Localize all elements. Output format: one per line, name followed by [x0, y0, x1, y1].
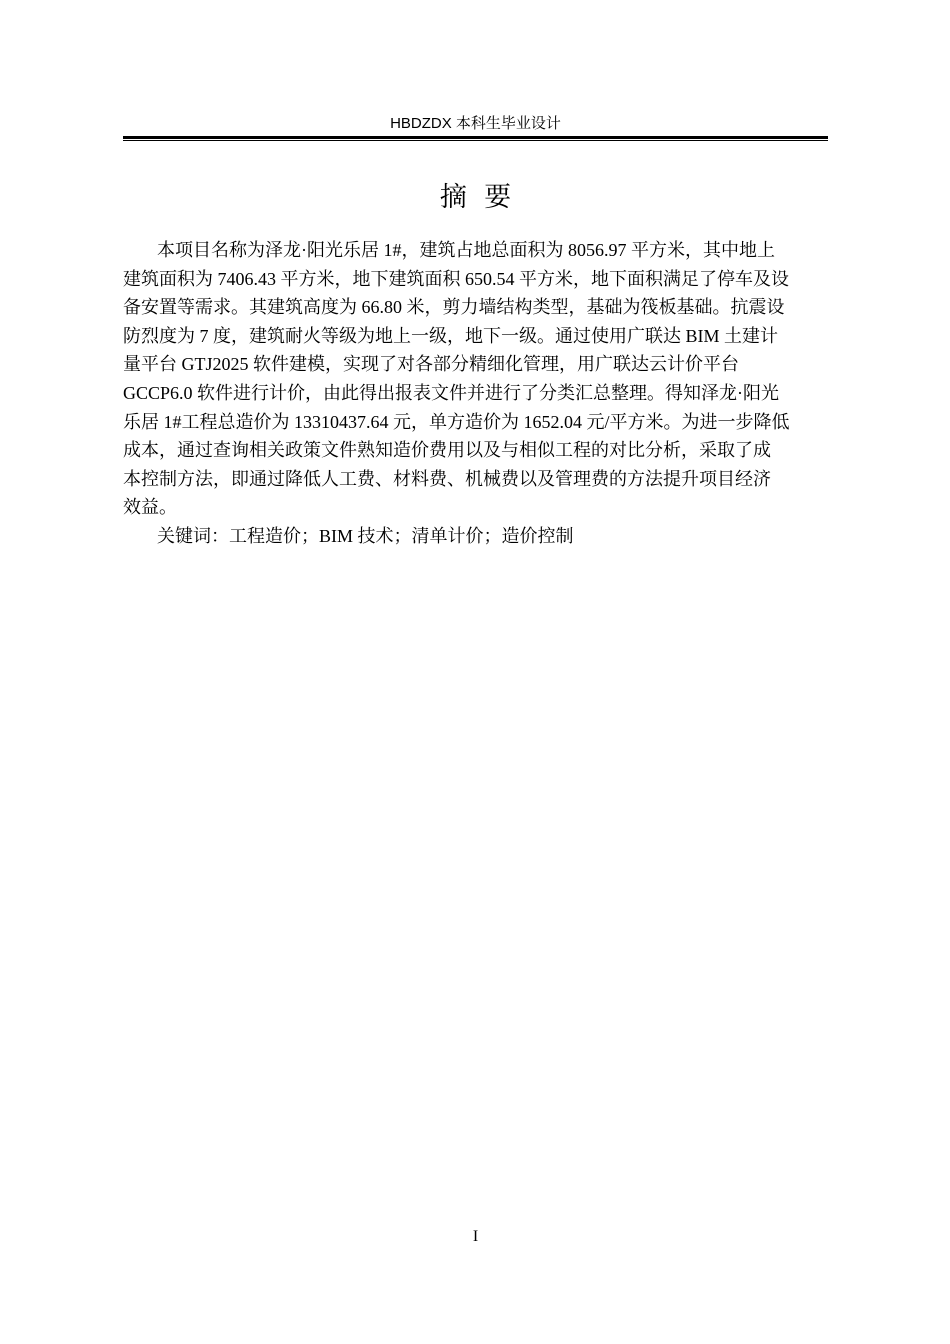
abstract-line: 量平台 GTJ2025 软件建模，实现了对各部分精细化管理，用广联达云计价平台: [123, 354, 739, 375]
abstract-line: 防烈度为 7 度，建筑耐火等级为地上一级，地下一级。通过使用广联达 BIM 土建计: [123, 325, 779, 346]
header-rule-thick: [123, 136, 828, 139]
page-header: HBDZDX 本科生毕业设计: [390, 115, 561, 132]
abstract-line: 本控制方法，即通过降低人工费、材料费、机械费以及管理费的方法提升项目经济: [123, 468, 771, 489]
keywords-line: 关键词：工程造价；BIM 技术；清单计价；造价控制: [157, 525, 574, 546]
abstract-title: 摘 要: [439, 182, 512, 213]
abstract-body: [123, 236, 828, 551]
abstract-line: 建筑面积为 7406.43 平方米，地下建筑面积 650.54 平方米，地下面积满足了停车及设: [123, 268, 789, 289]
header-rule-thin: [123, 140, 828, 141]
abstract-line: 本项目名称为泽龙·阳光乐居 1#，建筑占地总面积为 8056.97 平方米，其中地上: [157, 240, 775, 260]
abstract-line: 成本，通过查询相关政策文件熟知造价费用以及与相似工程的对比分析，采取了成: [123, 440, 771, 461]
abstract-line: 乐居 1#工程总造价为 13310437.64 元，单方造价为 1652.04 元/平方米。为进一步降低: [123, 411, 790, 432]
abstract-line: GCCP6.0 软件进行计价，由此得出报表文件并进行了分类汇总整理。得知泽龙·阳光: [123, 382, 780, 403]
abstract-line: 效益。: [123, 497, 177, 518]
page-number: I: [472, 1228, 479, 1245]
abstract-line: 备安置等需求。其建筑高度为 66.80 米，剪力墙结构类型，基础为筏板基础。抗震设: [123, 297, 785, 318]
